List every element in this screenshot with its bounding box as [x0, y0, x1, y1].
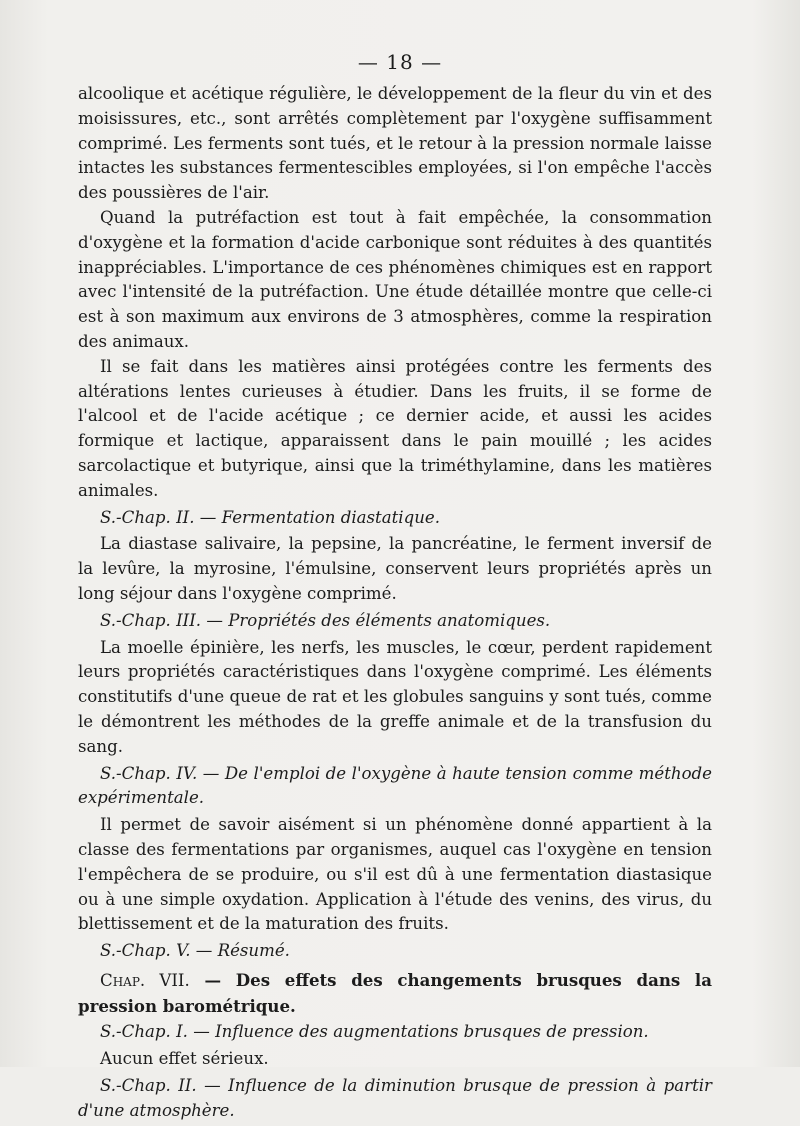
- heading-resume: S.-Chap. V. — Résumé.: [100, 941, 290, 961]
- chapter-title: — Des effets des changements brusques dans la pression barométrique.: [78, 969, 712, 1016]
- heading-fermentation-diastatique: S.-Chap. II. — Fermentation diastatique.: [100, 507, 441, 527]
- paragraph-moelle: La moelle épinière, les nerfs, les muscles, le cœur, perdent rapidement leurs propriétés caractéristiques dans l'oxygène comprimé. Les éléments constitutifs d'une queue de rat et les globules sanguins y sont tués, comme le démontrent les méthodes de la greffe animale et de la transfusion du sang.: [78, 637, 712, 756]
- heading-diminution: S.-Chap. II. — Influence de la diminution brusque de pression à partir d'une atmosphère.: [78, 1076, 712, 1120]
- page-text: [78, 82, 712, 1126]
- paragraph-putrefaction: Quand la putréfaction est tout à fait empêchée, la consommation d'oxygène et la formation d'acide carbonique sont réduites à des quantités inappréciables. L'importance de ces phénomènes chimiques est en rapport avec l'intensité de la putréfaction. Une étude détaillée montre que celle-ci est à son maximum aux environs de 3 atmosphères, comme la respiration des animaux.: [78, 207, 712, 351]
- paragraph-diastase: La diastase salivaire, la pepsine, la pancréatine, le ferment inversif de la levûre, la myrosine, l'émulsine, conservent leurs propriétés après un long séjour dans l'oxygène comprimé.: [78, 534, 712, 603]
- paragraph-continuation: alcoolique et acétique régulière, le développement de la fleur du vin et des moisissures, etc., sont arrêtés complètement par l'oxygène suffisamment comprimé. Les ferments sont tués, et le retour à la pression normale laisse intactes les substances fermentescibles employées, si l'on empêche l'accès des poussières de l'air.: [78, 84, 712, 203]
- page-number: — 18 —: [357, 50, 443, 74]
- heading-elements-anatomiques: S.-Chap. III. — Propriétés des éléments anatomiques.: [100, 610, 551, 630]
- chapter-heading: [78, 968, 712, 1019]
- paragraph-aucun-effet: Aucun effet sérieux.: [100, 1049, 269, 1069]
- heading-methode-experimentale: S.-Chap. IV. — De l'emploi de l'oxygène à haute tension comme méthode expérimentale.: [78, 763, 712, 808]
- heading-augmentations: S.-Chap. I. — Influence des augmentations brusques de pression.: [100, 1022, 649, 1042]
- paragraph-methode: Il permet de savoir aisément si un phénomène donné appartient à la classe des fermentations par organismes, auquel cas l'oxygène en tension l'empêchera de se produire, ou s'il est dû à une fermentation diastasique ou à une simple oxydation. Application à l'étude des venins, des virus, du blettissement et de la maturation des fruits.: [78, 815, 712, 934]
- paragraph-alterations: Il se fait dans les matières ainsi protégées contre les ferments des altérations lentes curieuses à étudier. Dans les fruits, il se forme de l'alcool et de l'acide acétique ; ce dernier acide, et aussi les acides formique et lactique, apparaissent dans le pain mouillé ; les acides sarcolactique et butyrique, ainsi que la triméthylamine, dans les matières animales.: [78, 356, 712, 500]
- chapter-label: Chap. VII.: [100, 970, 190, 990]
